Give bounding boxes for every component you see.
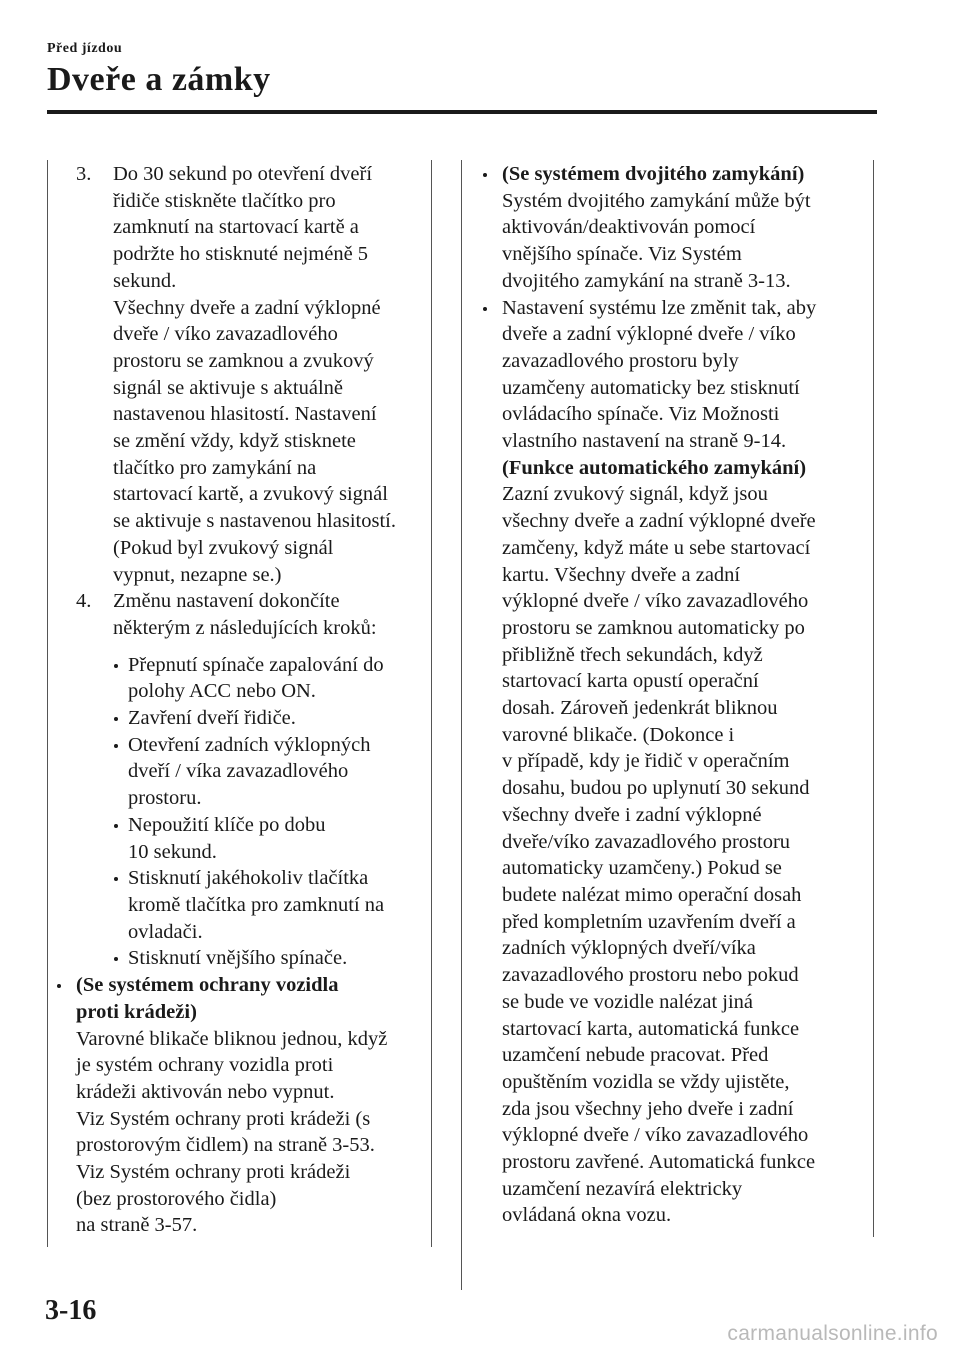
text-line: všechny dveře i zadní výklopné bbox=[502, 803, 762, 826]
left-column bbox=[76, 161, 428, 1239]
header-rule bbox=[47, 110, 877, 114]
double-lock-section bbox=[476, 161, 868, 295]
text-line: nastavenou hlasitostí. Nastavení bbox=[113, 403, 377, 426]
text-line: se bude ve vozidle nalézat jiná bbox=[502, 990, 754, 1013]
text-line: kromě tlačítka pro zamknutí na bbox=[128, 893, 385, 916]
text-line: prostoru se zamknou a zvukový bbox=[113, 349, 374, 372]
auto-lock-section bbox=[476, 295, 868, 1230]
text-line: Systém dvojitého zamykání může být bbox=[502, 189, 811, 212]
text-line: je systém ochrany vozidla proti bbox=[76, 1054, 334, 1077]
text-line: Otevření zadních výklopných bbox=[128, 733, 371, 756]
text-line: dveře/víko zavazadlového prostoru bbox=[502, 830, 791, 853]
text-line: tlačítko pro zamykání na bbox=[113, 456, 317, 479]
text-line: Viz Systém ochrany proti krádeži bbox=[76, 1161, 351, 1184]
text-line: aktivován/deaktivován pomocí bbox=[502, 216, 756, 239]
list-item bbox=[114, 945, 428, 972]
bullet-icon bbox=[114, 957, 118, 961]
text-line: dveře / víko zavazadlového bbox=[113, 323, 338, 346]
text-line: Stisknutí vnějšího spínače. bbox=[128, 947, 348, 970]
watermark: carmanualsonline.info bbox=[727, 1322, 938, 1345]
text-line: startovací karta opustí operační bbox=[502, 670, 759, 693]
column-rule-left bbox=[47, 160, 48, 1247]
text-line: Nepoužití klíče po dobu bbox=[128, 813, 326, 836]
bullet-icon bbox=[483, 173, 487, 177]
text-line: Stisknutí jakéhokoliv tlačítka bbox=[128, 867, 369, 890]
step-number: 4. bbox=[76, 590, 92, 613]
text-line: se aktivuje s nastavenou hlasitostí. bbox=[113, 510, 396, 533]
text-line: zadních výklopných dveří/víka bbox=[502, 937, 756, 960]
text-line: Nastavení systému lze změnit tak, aby bbox=[502, 296, 817, 319]
section-heading: (Se systémem dvojitého zamykání) bbox=[502, 163, 805, 185]
step-4-options bbox=[114, 652, 428, 972]
text-line: opuštěním vozidla se vždy ujistěte, bbox=[502, 1070, 790, 1093]
step-3 bbox=[76, 161, 428, 588]
bullet-icon bbox=[114, 824, 118, 828]
bullet-icon bbox=[114, 717, 118, 721]
text-line: Zazní zvukový signál, když jsou bbox=[502, 483, 768, 506]
text-line: signál se aktivuje s aktuálně bbox=[113, 376, 343, 399]
list-item bbox=[114, 865, 428, 945]
list-item bbox=[114, 652, 428, 705]
text-line: (bez prostorového čidla) bbox=[76, 1187, 277, 1210]
text-line: startovací kartě, a zvukový signál bbox=[113, 483, 388, 506]
text-line: Viz Systém ochrany proti krádeži (s bbox=[76, 1107, 371, 1130]
text-line: v případě, kdy je řidič v operačním bbox=[502, 750, 790, 773]
text-line: Přepnutí spínače zapalování do bbox=[128, 653, 384, 676]
text-line: uzamčeny automaticky bez stisknutí bbox=[502, 376, 800, 399]
column-rule-middle-right bbox=[461, 160, 462, 1290]
text-line: výklopné dveře / víko zavazadlového bbox=[502, 590, 809, 613]
section-heading: (Se systémem ochrany vozidla bbox=[76, 974, 339, 997]
text-line: se změní vždy, když stisknete bbox=[113, 430, 356, 453]
text-line: dveře a zadní výklopné dveře / víko bbox=[502, 323, 796, 346]
text-line: zamknutí na startovací kartě a bbox=[113, 216, 359, 239]
section-heading: proti krádeži) bbox=[76, 1000, 197, 1023]
text-line: některým z následujících kroků: bbox=[113, 616, 377, 639]
text-line: dveří / víka zavazadlového bbox=[128, 760, 349, 783]
text-line: Do 30 sekund po otevření dveří bbox=[113, 163, 373, 185]
text-line: krádeži aktivován nebo vypnut. bbox=[76, 1080, 335, 1103]
text-line: výklopné dveře / víko zavazadlového bbox=[502, 1124, 809, 1147]
step-number: 3. bbox=[76, 163, 92, 185]
step-4-text bbox=[113, 588, 428, 641]
list-item bbox=[114, 732, 428, 812]
text-line: startovací karta, automatická funkce bbox=[502, 1017, 800, 1040]
text-line: vlastního nastavení na straně 9-14. bbox=[502, 430, 787, 453]
list-item bbox=[114, 812, 428, 865]
text-line: Změnu nastavení dokončíte bbox=[113, 590, 340, 613]
chapter-title: Dveře a zámky bbox=[47, 61, 271, 98]
text-line: zamčeny, když máte u sebe startovací bbox=[502, 536, 811, 559]
text-line: ovládacího spínače. Viz Možnosti bbox=[502, 403, 780, 426]
text-line: řidiče stiskněte tlačítko pro bbox=[113, 189, 336, 212]
text-line: dosahu, budou po uplynutí 30 sekund bbox=[502, 777, 810, 800]
text-line: vnějšího spínače. Viz Systém bbox=[502, 243, 742, 266]
text-line: uzamčení nebude pracovat. Před bbox=[502, 1044, 769, 1067]
text-line: sekund. bbox=[113, 269, 177, 292]
text-line: dosah. Zároveň jedenkrát bliknou bbox=[502, 697, 778, 720]
text-line: automaticky uzamčeny.) Pokud se bbox=[502, 857, 782, 880]
bullet-icon bbox=[57, 984, 61, 988]
text-line: prostorovým čidlem) na straně 3-53. bbox=[76, 1134, 375, 1157]
text-line: vypnut, nezapne se.) bbox=[113, 563, 282, 586]
text-line: varovné blikače. (Dokonce i bbox=[502, 723, 735, 746]
text-line: uzamčení nezavírá elektricky bbox=[502, 1177, 743, 1200]
text-line: před kompletním uzavřením dveří a bbox=[502, 910, 796, 933]
text-line: všechny dveře a zadní výklopné dveře bbox=[502, 510, 816, 533]
text-line: zavazadlového prostoru byly bbox=[502, 349, 739, 372]
bullet-icon bbox=[483, 307, 487, 311]
text-line: Varovné blikače bliknou jednou, když bbox=[76, 1027, 388, 1050]
text-line: 10 sekund. bbox=[128, 840, 217, 863]
text-line: prostoru zavřené. Automatická funkce bbox=[502, 1151, 816, 1174]
text-line: (Pokud byl zvukový signál bbox=[113, 536, 334, 559]
text-line: prostoru. bbox=[128, 787, 202, 810]
bullet-icon bbox=[114, 664, 118, 668]
bullet-icon bbox=[114, 744, 118, 748]
anti-theft-section bbox=[50, 972, 428, 1239]
text-line: zda jsou všechny jeho dveře i zadní bbox=[502, 1097, 794, 1120]
text-line: Všechny dveře a zadní výklopné bbox=[113, 296, 381, 319]
bullet-icon bbox=[114, 877, 118, 881]
text-line: prostoru se zamknou automaticky po bbox=[502, 616, 805, 639]
page-header bbox=[47, 40, 877, 100]
text-line: podržte ho stisknuté nejméně 5 bbox=[113, 243, 369, 266]
step-3-text bbox=[113, 161, 428, 588]
text-line: polohy ACC nebo ON. bbox=[128, 680, 316, 703]
column-rule-middle-left bbox=[431, 160, 432, 1247]
page-number: 3-16 bbox=[45, 1295, 97, 1326]
text-line: přibližně třech sekundách, když bbox=[502, 643, 763, 666]
column-rule-right bbox=[873, 160, 874, 1237]
text-line: zavazadlového prostoru nebo pokud bbox=[502, 964, 799, 987]
section-heading: (Funkce automatického zamykání) bbox=[502, 456, 807, 479]
section-label: Před jízdou bbox=[47, 41, 123, 56]
text-line: ovládaná okna vozu. bbox=[502, 1204, 672, 1227]
text-line: na straně 3-57. bbox=[76, 1214, 198, 1237]
step-4 bbox=[76, 588, 428, 641]
text-line: budete nalézat mimo operační dosah bbox=[502, 883, 802, 906]
text-line: ovladači. bbox=[128, 920, 203, 943]
text-line: Zavření dveří řidiče. bbox=[128, 707, 296, 730]
text-line: kartu. Všechny dveře a zadní bbox=[502, 563, 741, 586]
right-column bbox=[502, 161, 868, 1229]
list-item bbox=[114, 705, 428, 732]
text-line: dvojitého zamykání na straně 3-13. bbox=[502, 269, 791, 292]
